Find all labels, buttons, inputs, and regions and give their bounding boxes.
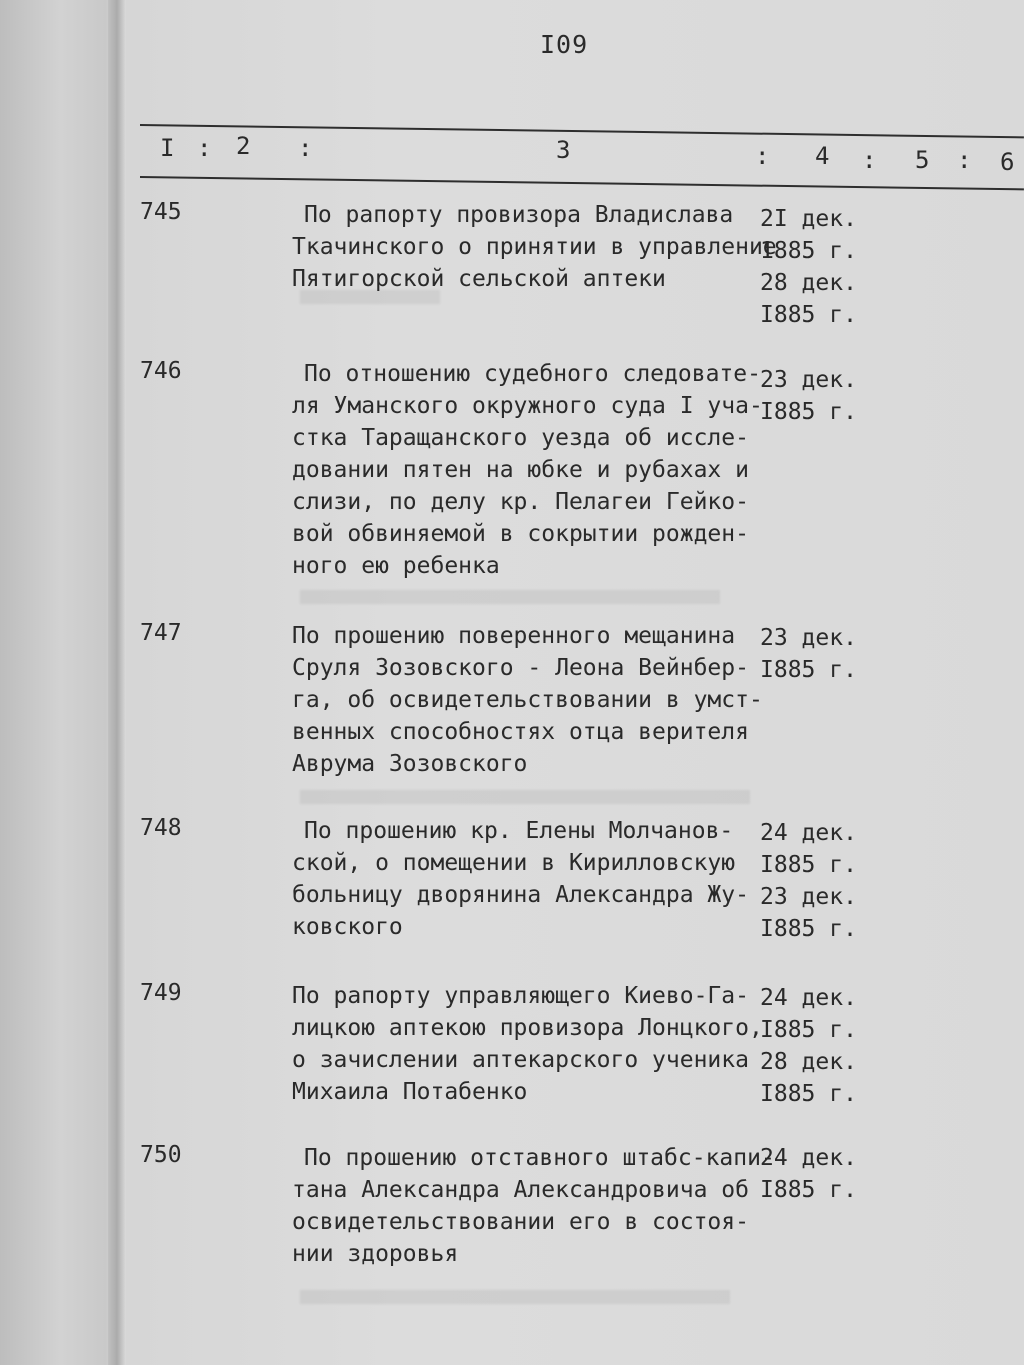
entry-description [292, 980, 762, 1108]
description-line: По рапорту управляющего Киево-Га- [292, 983, 749, 1009]
column-header-6: 6 [1000, 148, 1015, 176]
description-line: По рапорту провизора Владислава [304, 202, 734, 228]
description-line: По прошению поверенного мещанина [292, 623, 736, 649]
description-line: Пятигорской сельской аптеки [292, 266, 666, 292]
entry-dates [760, 364, 870, 428]
entry-dates [760, 622, 870, 686]
entry-dates [760, 817, 870, 945]
description-line: Ткачинского о принятии в управление [292, 234, 777, 260]
bleed-through-mark [300, 1290, 730, 1304]
description-line: освидетельствовании его в состоя- [292, 1209, 749, 1235]
page-fold-shadow [108, 0, 126, 1365]
date-line: I885 г. [760, 852, 857, 878]
entry-dates [760, 1142, 870, 1206]
column-separator: : [862, 146, 877, 174]
column-header-4: 4 [815, 142, 830, 170]
description-line: нии здоровья [292, 1241, 459, 1267]
date-line: 28 дек. [760, 1049, 857, 1075]
description-line: венных способностях отца верителя [292, 719, 749, 745]
column-separator: : [197, 134, 212, 162]
description-line: тана Александра Александровича об [292, 1177, 749, 1203]
date-line: I885 г. [760, 916, 857, 942]
description-line: слизи, по делу кр. Пелагеи Гейко- [292, 489, 749, 515]
column-separator: : [755, 142, 770, 170]
column-header-3: 3 [556, 136, 571, 164]
entry-description [292, 815, 762, 943]
description-line: ного ею ребенка [292, 553, 500, 579]
date-line: 23 дек. [760, 884, 857, 910]
description-line: вой обвиняемой в сокрытии рожден- [292, 521, 749, 547]
entry-number: 748 [140, 815, 182, 841]
description-line: По отношению судебного следовате- [304, 361, 761, 387]
description-line: лицкою аптекою провизора Лонцкого, [292, 1015, 763, 1041]
bleed-through-mark [300, 790, 750, 804]
entry-number: 747 [140, 620, 182, 646]
description-line: Аврума Зозовского [292, 751, 528, 777]
description-line: ковского [292, 914, 403, 940]
date-line: I885 г. [760, 1017, 857, 1043]
description-line: Михаила Потабенко [292, 1079, 528, 1105]
description-line: стка Таращанского уезда об иссле- [292, 425, 749, 451]
date-line: I885 г. [760, 302, 857, 328]
table-header-bottom-rule [140, 176, 1024, 190]
entry-number: 746 [140, 358, 182, 384]
date-line: I885 г. [760, 1081, 857, 1107]
description-line: довании пятен на юбке и рубахах и [292, 457, 749, 483]
entry-dates [760, 203, 870, 331]
date-line: 23 дек. [760, 625, 857, 651]
description-line: По прошению кр. Елены Молчанов- [304, 818, 734, 844]
entry-description [292, 620, 762, 780]
column-separator: : [957, 146, 972, 174]
date-line: I885 г. [760, 657, 857, 683]
description-line: ской, о помещении в Кирилловскую [292, 850, 736, 876]
date-line: 24 дек. [760, 1145, 857, 1171]
entry-description [292, 199, 777, 295]
column-header-5: 5 [915, 146, 930, 174]
entry-dates [760, 982, 870, 1110]
column-header-1: I [160, 134, 175, 162]
description-line: Сруля Зозовского - Леона Вейнбер- [292, 655, 749, 681]
entry-description [292, 1142, 775, 1270]
date-line: I885 г. [760, 1177, 857, 1203]
bleed-through-mark [300, 590, 720, 604]
entry-number: 749 [140, 980, 182, 1006]
date-line: 24 дек. [760, 985, 857, 1011]
date-line: 24 дек. [760, 820, 857, 846]
entry-description [292, 358, 762, 582]
description-line: По прошению отставного штабс-капи- [304, 1145, 775, 1171]
date-line: 23 дек. [760, 367, 857, 393]
date-line: I885 г. [760, 399, 857, 425]
table-header-top-rule [140, 124, 1024, 138]
date-line: 28 дек. [760, 270, 857, 296]
entry-number: 750 [140, 1142, 182, 1168]
description-line: ля Уманского окружного суда I уча- [292, 393, 763, 419]
description-line: о зачислении аптекарского ученика [292, 1047, 749, 1073]
page-number: I09 [540, 30, 589, 59]
date-line: 1885 г. [760, 238, 857, 264]
description-line: больницу дворянина Александра Жу- [292, 882, 749, 908]
column-separator: : [298, 134, 313, 162]
date-line: 2I дек. [760, 206, 857, 232]
description-line: га, об освидетельствовании в умст- [292, 687, 763, 713]
column-header-2: 2 [236, 132, 251, 160]
entry-number: 745 [140, 199, 182, 225]
